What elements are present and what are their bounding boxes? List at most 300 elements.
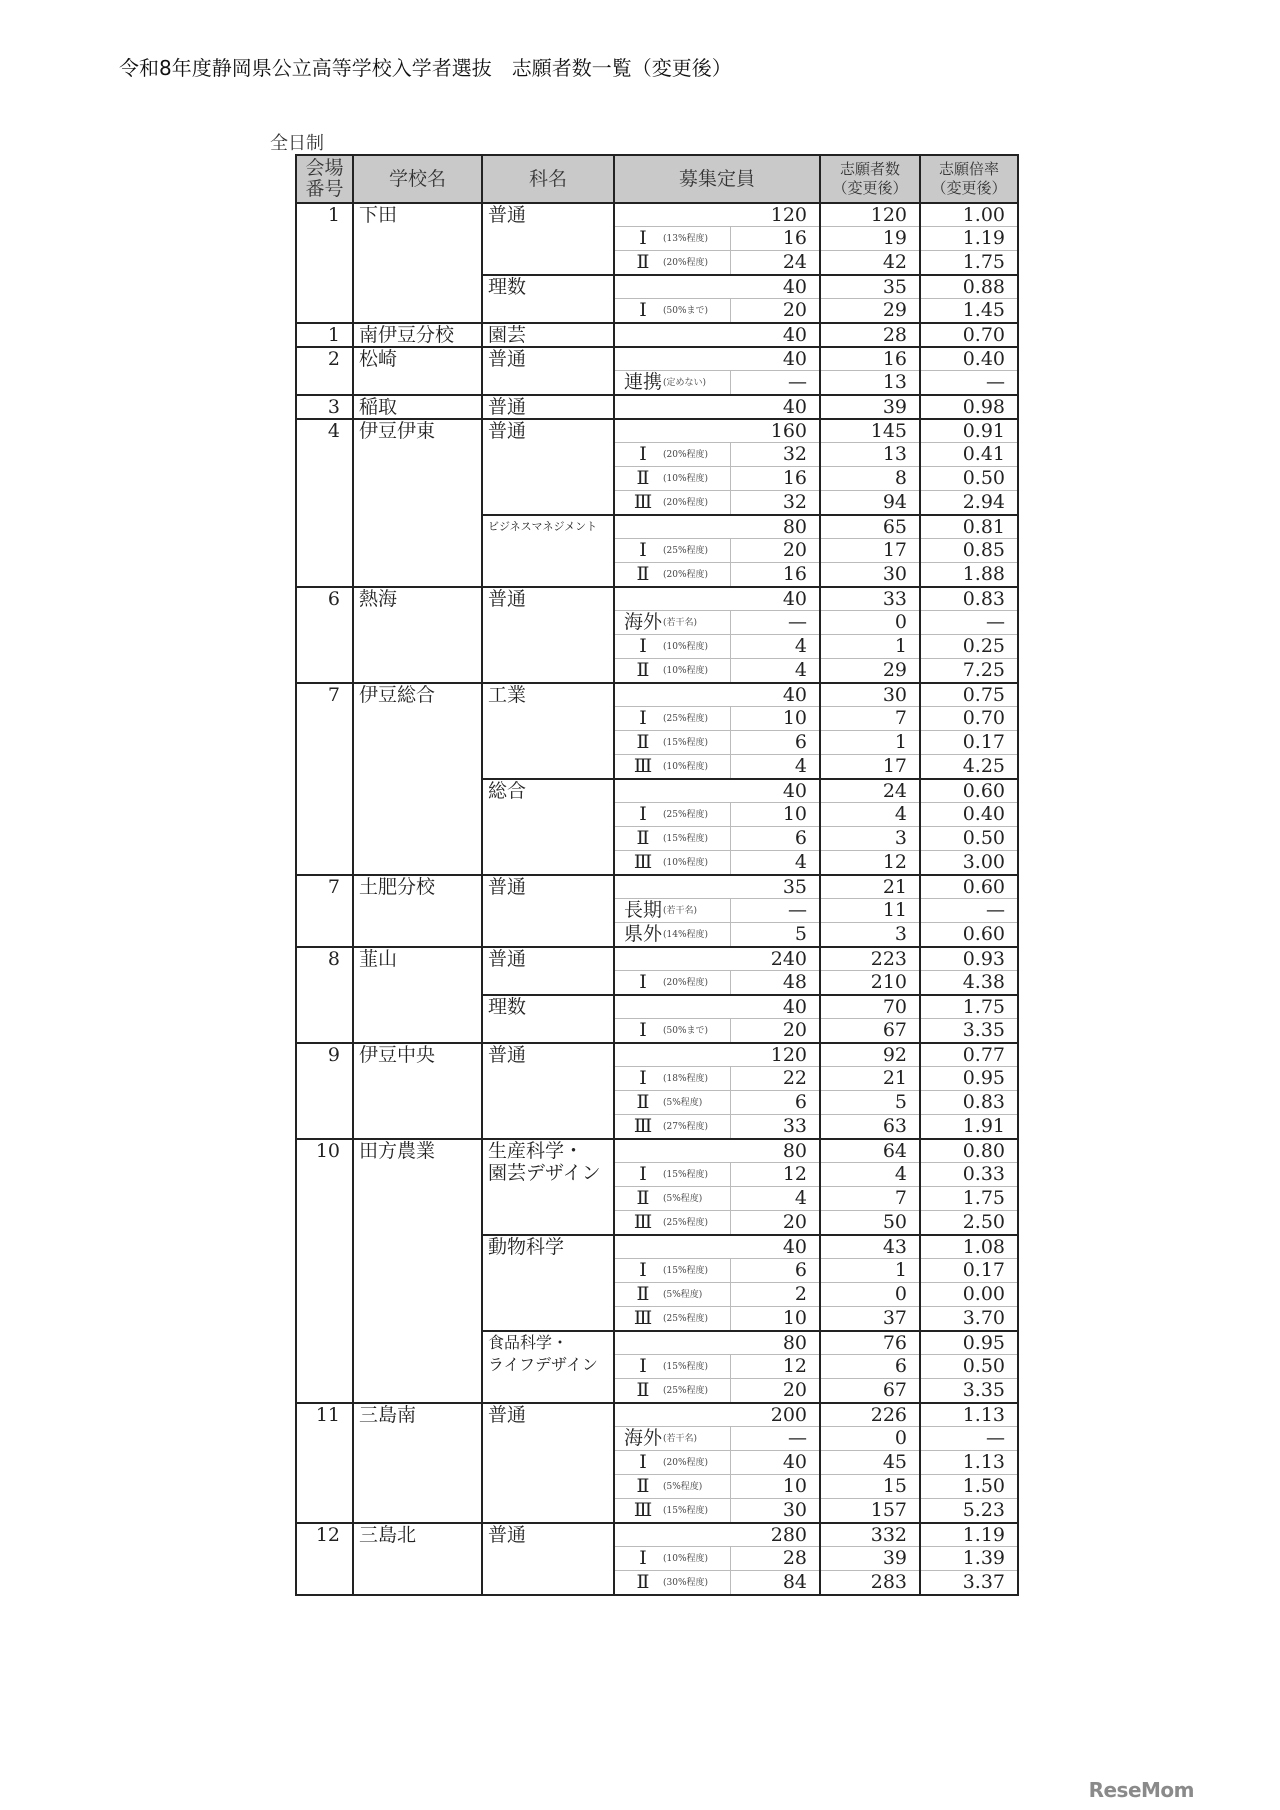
category-ratio: 0.83 — [920, 1091, 1018, 1115]
selection-category — [614, 731, 730, 755]
application-ratio: 0.81 — [920, 515, 1018, 539]
venue-number: 9 — [296, 1043, 353, 1139]
category-ratio: 4.25 — [920, 755, 1018, 780]
category-label: Ⅱ — [636, 1187, 650, 1209]
selection-category — [614, 251, 730, 276]
category-quota: 4 — [730, 851, 820, 876]
category-note: (20%程度) — [663, 498, 709, 508]
category-ratio: 0.17 — [920, 1259, 1018, 1283]
category-ratio: 0.40 — [920, 803, 1018, 827]
category-applicants: 13 — [820, 443, 920, 467]
applicants-count: 76 — [820, 1331, 920, 1355]
category-note: (15%程度) — [663, 1170, 709, 1180]
category-ratio: — — [920, 899, 1018, 923]
category-ratio: 0.70 — [920, 707, 1018, 731]
category-ratio: 1.50 — [920, 1475, 1018, 1499]
department-name: 理数 — [482, 275, 614, 323]
category-label: Ⅱ — [636, 731, 650, 753]
category-quota: 16 — [730, 563, 820, 588]
selection-category — [614, 1451, 730, 1475]
school-name: 熱海 — [353, 587, 482, 683]
table-row — [296, 1403, 1018, 1427]
table-row — [296, 347, 1018, 371]
application-ratio: 0.60 — [920, 779, 1018, 803]
category-quota: 10 — [730, 803, 820, 827]
category-note: (10%程度) — [663, 642, 709, 652]
category-applicants: 11 — [820, 899, 920, 923]
category-label: Ⅰ — [639, 707, 647, 729]
department-name: 食品科学・ ライフデザイン — [482, 1331, 614, 1403]
category-note: (27%程度) — [663, 1122, 709, 1132]
category-ratio: 0.41 — [920, 443, 1018, 467]
category-note: (25%程度) — [663, 714, 709, 724]
school-name: 三島北 — [353, 1523, 482, 1595]
application-ratio: 0.60 — [920, 875, 1018, 899]
table-row — [296, 203, 1018, 227]
selection-category — [614, 1571, 730, 1596]
header-quota: 募集定員 — [614, 155, 820, 203]
selection-category — [614, 491, 730, 516]
table-row — [296, 1139, 1018, 1163]
selection-category — [614, 1067, 730, 1091]
department-name: 普通 — [482, 1523, 614, 1595]
department-name: 理数 — [482, 995, 614, 1043]
category-quota: 22 — [730, 1067, 820, 1091]
category-applicants: 210 — [820, 971, 920, 996]
category-ratio: 3.70 — [920, 1307, 1018, 1332]
applicants-count: 33 — [820, 587, 920, 611]
selection-category — [614, 443, 730, 467]
application-ratio: 0.70 — [920, 323, 1018, 347]
category-label: Ⅲ — [633, 1211, 653, 1233]
category-quota: 32 — [730, 491, 820, 516]
category-note: (25%程度) — [663, 1314, 709, 1324]
category-ratio: 3.35 — [920, 1019, 1018, 1044]
category-applicants: 1 — [820, 1259, 920, 1283]
category-label: 海外 — [623, 1427, 662, 1449]
category-quota: 24 — [730, 251, 820, 276]
category-note: (若干名) — [663, 618, 698, 628]
selection-category — [614, 1115, 730, 1140]
venue-number: 7 — [296, 683, 353, 875]
quota-total: 40 — [614, 323, 820, 347]
application-ratio: 0.91 — [920, 419, 1018, 443]
category-label: Ⅱ — [636, 563, 650, 585]
category-applicants: 29 — [820, 299, 920, 324]
quota-total: 40 — [614, 683, 820, 707]
category-ratio: 0.60 — [920, 923, 1018, 948]
applicants-count: 332 — [820, 1523, 920, 1547]
category-quota: 4 — [730, 755, 820, 780]
application-ratio: 0.77 — [920, 1043, 1018, 1067]
header-applicants: 志願者数 （変更後） — [820, 155, 920, 203]
quota-total: 40 — [614, 1235, 820, 1259]
category-quota: 16 — [730, 227, 820, 251]
category-note: (若干名) — [663, 1434, 698, 1444]
venue-number: 8 — [296, 947, 353, 1043]
category-ratio: 3.35 — [920, 1379, 1018, 1404]
department-name: 園芸 — [482, 323, 614, 347]
category-note: (14%程度) — [663, 930, 709, 940]
applicants-count: 92 — [820, 1043, 920, 1067]
category-applicants: 30 — [820, 563, 920, 588]
department-name: 動物科学 — [482, 1235, 614, 1331]
category-label: Ⅱ — [636, 1379, 650, 1401]
category-applicants: 13 — [820, 371, 920, 396]
selection-category — [614, 1163, 730, 1187]
selection-category — [614, 299, 730, 324]
selection-category — [614, 1283, 730, 1307]
applicants-count: 39 — [820, 395, 920, 419]
school-name: 伊豆総合 — [353, 683, 482, 875]
category-applicants: 5 — [820, 1091, 920, 1115]
applicants-count: 24 — [820, 779, 920, 803]
selection-category — [614, 755, 730, 780]
applicants-count: 64 — [820, 1139, 920, 1163]
category-note: (10%程度) — [663, 1554, 709, 1564]
selection-category — [614, 971, 730, 996]
selection-category — [614, 611, 730, 635]
application-ratio: 0.75 — [920, 683, 1018, 707]
section-label: 全日制 — [270, 133, 324, 154]
category-ratio: 1.75 — [920, 251, 1018, 276]
application-ratio: 0.98 — [920, 395, 1018, 419]
category-applicants: 29 — [820, 659, 920, 684]
category-label: Ⅰ — [639, 539, 647, 561]
department-name: 普通 — [482, 419, 614, 515]
selection-category — [614, 1259, 730, 1283]
applicants-count: 223 — [820, 947, 920, 971]
category-applicants: 19 — [820, 227, 920, 251]
selection-category — [614, 659, 730, 684]
category-note: (20%程度) — [663, 450, 709, 460]
category-note: (5%程度) — [663, 1194, 703, 1204]
applicants-table — [295, 154, 1019, 1596]
quota-total: 40 — [614, 587, 820, 611]
selection-category — [614, 371, 730, 396]
category-ratio: 0.25 — [920, 635, 1018, 659]
quota-total: 80 — [614, 515, 820, 539]
category-note: (20%程度) — [663, 978, 709, 988]
category-quota: 6 — [730, 827, 820, 851]
category-quota: 6 — [730, 731, 820, 755]
category-applicants: 7 — [820, 707, 920, 731]
category-note: (25%程度) — [663, 810, 709, 820]
table-row — [296, 875, 1018, 899]
quota-total: 35 — [614, 875, 820, 899]
category-quota: — — [730, 611, 820, 635]
selection-category — [614, 803, 730, 827]
category-ratio: 3.37 — [920, 1571, 1018, 1596]
category-note: (25%程度) — [663, 1386, 709, 1396]
category-note: (15%程度) — [663, 1362, 709, 1372]
category-ratio: 0.00 — [920, 1283, 1018, 1307]
category-quota: 20 — [730, 299, 820, 324]
category-ratio: 4.38 — [920, 971, 1018, 996]
quota-total: 120 — [614, 1043, 820, 1067]
category-ratio: 2.50 — [920, 1211, 1018, 1236]
header-school: 学校名 — [353, 155, 482, 203]
applicants-count: 43 — [820, 1235, 920, 1259]
applicants-count: 21 — [820, 875, 920, 899]
category-ratio: 0.50 — [920, 467, 1018, 491]
category-note: (10%程度) — [663, 762, 709, 772]
category-note: (5%程度) — [663, 1098, 703, 1108]
category-note: (5%程度) — [663, 1290, 703, 1300]
department-name: ビジネスマネジメント — [482, 515, 614, 587]
category-quota: 28 — [730, 1547, 820, 1571]
category-quota: 10 — [730, 1475, 820, 1499]
venue-number: 2 — [296, 347, 353, 395]
selection-category — [614, 1475, 730, 1499]
category-applicants: 3 — [820, 827, 920, 851]
application-ratio: 0.83 — [920, 587, 1018, 611]
category-applicants: 7 — [820, 1187, 920, 1211]
school-name: 伊豆中央 — [353, 1043, 482, 1139]
selection-category — [614, 563, 730, 588]
category-ratio: 5.23 — [920, 1499, 1018, 1524]
category-note: (25%程度) — [663, 546, 709, 556]
selection-category — [614, 707, 730, 731]
table-row — [296, 323, 1018, 347]
venue-number: 1 — [296, 323, 353, 347]
table-row — [296, 1523, 1018, 1547]
category-applicants: 45 — [820, 1451, 920, 1475]
category-note: (10%程度) — [663, 858, 709, 868]
category-label: Ⅰ — [639, 971, 647, 993]
category-note: (5%程度) — [663, 1482, 703, 1492]
category-ratio: 1.39 — [920, 1547, 1018, 1571]
category-quota: 20 — [730, 1019, 820, 1044]
category-applicants: 17 — [820, 539, 920, 563]
category-note: (18%程度) — [663, 1074, 709, 1084]
category-note: (15%程度) — [663, 1506, 709, 1516]
category-note: (若干名) — [663, 906, 698, 916]
quota-total: 80 — [614, 1331, 820, 1355]
category-applicants: 1 — [820, 635, 920, 659]
venue-number: 6 — [296, 587, 353, 683]
category-applicants: 8 — [820, 467, 920, 491]
category-label: Ⅰ — [639, 1451, 647, 1473]
category-note: (25%程度) — [663, 1218, 709, 1228]
category-ratio: — — [920, 611, 1018, 635]
category-quota: 48 — [730, 971, 820, 996]
category-label: Ⅱ — [636, 251, 650, 273]
school-name: 田方農業 — [353, 1139, 482, 1403]
table-row — [296, 395, 1018, 419]
application-ratio: 0.40 — [920, 347, 1018, 371]
selection-category — [614, 1211, 730, 1236]
applicants-count: 35 — [820, 275, 920, 299]
category-ratio: 0.33 — [920, 1163, 1018, 1187]
category-label: Ⅰ — [639, 635, 647, 657]
category-ratio: 1.88 — [920, 563, 1018, 588]
category-applicants: 17 — [820, 755, 920, 780]
category-ratio: — — [920, 371, 1018, 396]
category-quota: 2 — [730, 1283, 820, 1307]
category-ratio: 1.13 — [920, 1451, 1018, 1475]
category-quota: — — [730, 1427, 820, 1451]
applicants-count: 226 — [820, 1403, 920, 1427]
applicants-count: 16 — [820, 347, 920, 371]
category-applicants: 42 — [820, 251, 920, 276]
category-label: Ⅰ — [639, 299, 647, 321]
school-name: 南伊豆分校 — [353, 323, 482, 347]
school-name: 下田 — [353, 203, 482, 323]
applicants-count: 28 — [820, 323, 920, 347]
selection-category — [614, 1379, 730, 1404]
venue-number: 11 — [296, 1403, 353, 1523]
category-label: Ⅰ — [639, 1019, 647, 1041]
quota-total: 40 — [614, 347, 820, 371]
department-name: 普通 — [482, 1043, 614, 1139]
selection-category — [614, 899, 730, 923]
category-quota: — — [730, 899, 820, 923]
quota-total: 160 — [614, 419, 820, 443]
category-label: Ⅱ — [636, 1283, 650, 1305]
category-applicants: 0 — [820, 1283, 920, 1307]
category-ratio: 7.25 — [920, 659, 1018, 684]
quota-total: 120 — [614, 203, 820, 227]
category-applicants: 37 — [820, 1307, 920, 1332]
category-label: Ⅰ — [639, 1259, 647, 1281]
category-quota: — — [730, 371, 820, 396]
category-applicants: 21 — [820, 1067, 920, 1091]
category-label: Ⅱ — [636, 659, 650, 681]
table-row — [296, 419, 1018, 443]
category-quota: 6 — [730, 1091, 820, 1115]
category-note: (15%程度) — [663, 1266, 709, 1276]
application-ratio: 0.93 — [920, 947, 1018, 971]
category-label: Ⅲ — [633, 1499, 653, 1521]
selection-category — [614, 635, 730, 659]
selection-category — [614, 1499, 730, 1524]
school-name: 土肥分校 — [353, 875, 482, 947]
category-applicants: 157 — [820, 1499, 920, 1524]
category-note: (20%程度) — [663, 258, 709, 268]
category-quota: 20 — [730, 1379, 820, 1404]
category-note: (50%まで) — [663, 306, 709, 316]
venue-number: 1 — [296, 203, 353, 323]
quota-total: 80 — [614, 1139, 820, 1163]
category-applicants: 4 — [820, 1163, 920, 1187]
category-quota: 12 — [730, 1355, 820, 1379]
category-applicants: 12 — [820, 851, 920, 876]
selection-category — [614, 467, 730, 491]
header-department: 科名 — [482, 155, 614, 203]
category-quota: 32 — [730, 443, 820, 467]
category-ratio: 0.17 — [920, 731, 1018, 755]
quota-total: 40 — [614, 395, 820, 419]
category-applicants: 283 — [820, 1571, 920, 1596]
header-venue-no: 会場 番号 — [296, 155, 353, 203]
category-ratio: 0.95 — [920, 1067, 1018, 1091]
category-applicants: 63 — [820, 1115, 920, 1140]
category-label: Ⅲ — [633, 755, 653, 777]
category-note: (15%程度) — [663, 834, 709, 844]
category-applicants: 0 — [820, 611, 920, 635]
category-ratio: 0.50 — [920, 827, 1018, 851]
school-name: 韮山 — [353, 947, 482, 1043]
quota-total: 40 — [614, 995, 820, 1019]
category-quota: 30 — [730, 1499, 820, 1524]
category-quota: 20 — [730, 1211, 820, 1236]
category-quota: 4 — [730, 1187, 820, 1211]
category-applicants: 0 — [820, 1427, 920, 1451]
category-label: 連携 — [623, 371, 662, 393]
category-applicants: 4 — [820, 803, 920, 827]
selection-category — [614, 1547, 730, 1571]
category-label: Ⅱ — [636, 827, 650, 849]
application-ratio: 1.19 — [920, 1523, 1018, 1547]
table-header-row — [296, 155, 1018, 203]
category-label: Ⅲ — [633, 851, 653, 873]
category-label: Ⅲ — [633, 491, 653, 513]
table-row — [296, 683, 1018, 707]
category-applicants: 50 — [820, 1211, 920, 1236]
application-ratio: 1.08 — [920, 1235, 1018, 1259]
category-applicants: 39 — [820, 1547, 920, 1571]
category-quota: 10 — [730, 707, 820, 731]
category-ratio: — — [920, 1427, 1018, 1451]
quota-total: 40 — [614, 275, 820, 299]
category-quota: 10 — [730, 1307, 820, 1332]
category-quota: 5 — [730, 923, 820, 948]
category-ratio: 2.94 — [920, 491, 1018, 516]
category-applicants: 67 — [820, 1379, 920, 1404]
category-quota: 6 — [730, 1259, 820, 1283]
department-name: 生産科学・ 園芸デザイン — [482, 1139, 614, 1235]
table-row — [296, 947, 1018, 971]
category-quota: 33 — [730, 1115, 820, 1140]
category-label: Ⅰ — [639, 227, 647, 249]
category-label: Ⅰ — [639, 443, 647, 465]
category-label: Ⅲ — [633, 1115, 653, 1137]
department-name: 普通 — [482, 1403, 614, 1523]
quota-total: 280 — [614, 1523, 820, 1547]
selection-category — [614, 1355, 730, 1379]
category-label: 海外 — [623, 611, 662, 633]
category-note: (20%程度) — [663, 570, 709, 580]
category-note: (定めない) — [663, 378, 707, 388]
venue-number: 7 — [296, 875, 353, 947]
selection-category — [614, 827, 730, 851]
department-name: 普通 — [482, 395, 614, 419]
category-note: (30%程度) — [663, 1578, 709, 1588]
selection-category — [614, 227, 730, 251]
category-applicants: 67 — [820, 1019, 920, 1044]
category-applicants: 3 — [820, 923, 920, 948]
venue-number: 10 — [296, 1139, 353, 1403]
department-name: 総合 — [482, 779, 614, 875]
venue-number: 4 — [296, 419, 353, 587]
application-ratio: 1.13 — [920, 1403, 1018, 1427]
quota-total: 240 — [614, 947, 820, 971]
applicants-count: 145 — [820, 419, 920, 443]
category-ratio: 1.75 — [920, 1187, 1018, 1211]
selection-category — [614, 1091, 730, 1115]
applicants-count: 70 — [820, 995, 920, 1019]
resemom-watermark-logo: ReseMom — [1088, 1778, 1194, 1802]
category-label: Ⅱ — [636, 1091, 650, 1113]
category-label: Ⅲ — [633, 1307, 653, 1329]
category-note: (10%程度) — [663, 474, 709, 484]
header-ratio: 志願倍率 （変更後） — [920, 155, 1018, 203]
category-quota: 12 — [730, 1163, 820, 1187]
page-title: 令和8年度静岡県公立高等学校入学者選抜 志願者数一覧（変更後） — [119, 56, 732, 80]
selection-category — [614, 1427, 730, 1451]
school-name: 伊豆伊東 — [353, 419, 482, 587]
